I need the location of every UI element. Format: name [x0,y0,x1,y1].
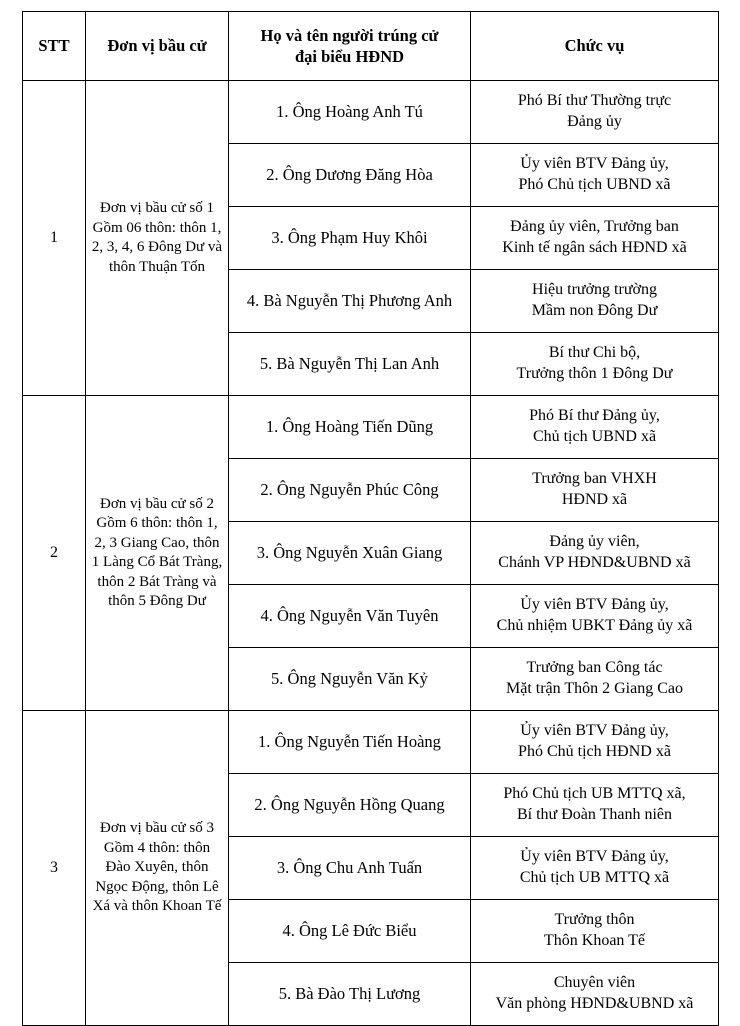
column-header-stt: STT [23,12,86,81]
table-row [23,396,719,459]
position-cell [471,459,719,522]
position-line-2: Chủ tịch UBND xã [532,428,657,445]
position-line-1: Trưởng ban VHXH [532,470,657,488]
position-line-2: Mầm non Đông Dư [531,302,658,319]
position-line-1: Ủy viên BTV Đảng ủy, [520,596,669,614]
table-body [23,81,719,1026]
position-line-2: Trưởng thôn 1 Đông Dư [516,365,673,382]
position-line-2: Phó Chủ tịch UBND xã [518,176,671,193]
table-header [23,12,719,81]
section-index-cell: 3 [23,711,86,1026]
position-line-1: Phó Bí thư Thường trực [517,92,672,110]
position-line-2: HĐND xã [561,491,628,508]
position-cell [471,396,719,459]
column-header-elected-name-line2: đại biểu HĐND [294,47,405,66]
column-header-position: Chức vụ [471,12,719,81]
elected-name-cell: 3. Ông Chu Anh Tuấn [229,837,471,900]
elected-name-cell: 5. Ông Nguyễn Văn Kỷ [229,648,471,711]
column-header-elected-name [229,12,471,81]
position-cell [471,900,719,963]
position-line-1: Ủy viên BTV Đảng ủy, [520,155,669,173]
section-index-cell: 2 [23,396,86,711]
position-line-1: Trưởng ban Công tác [526,659,663,677]
elected-name-cell: 1. Ông Hoàng Anh Tú [229,81,471,144]
position-cell [471,837,719,900]
elected-name-cell: 2. Ông Nguyễn Phúc Công [229,459,471,522]
elected-name-cell: 4. Ông Lê Đức Biểu [229,900,471,963]
position-line-2: Kinh tế ngân sách HĐND xã [502,239,687,256]
position-line-2: Thôn Khoan Tế [543,932,645,949]
position-line-1: Đảng ủy viên, [549,533,640,551]
position-cell [471,648,719,711]
position-line-2: Phó Chủ tịch HĐND xã [518,743,671,760]
position-cell [471,333,719,396]
column-header-electoral-unit: Đơn vị bầu cử [86,12,229,81]
position-line-1: Ủy viên BTV Đảng ủy, [520,848,669,866]
position-line-1: Bí thư Chi bộ, [548,344,641,362]
position-line-1: Phó Bí thư Đảng ủy, [529,407,660,425]
position-cell [471,522,719,585]
position-line-2: Chủ nhiệm UBKT Đảng ủy xã [496,617,693,634]
electoral-unit-cell: Đơn vị bầu cử số 3 Gồm 4 thôn: thôn Đào Xuyên, thôn Ngọc Động, thôn Lê Xá và thôn Khoan Tế [86,711,229,1026]
section-index-cell: 1 [23,81,86,396]
position-line-2: Đảng ủy [567,113,622,130]
elected-name-cell: 3. Ông Phạm Huy Khôi [229,207,471,270]
elected-name-cell: 1. Ông Nguyễn Tiến Hoàng [229,711,471,774]
position-cell [471,585,719,648]
position-cell [471,711,719,774]
position-line-1: Trưởng thôn [554,911,635,929]
elected-name-cell: 5. Bà Đào Thị Lương [229,963,471,1026]
table-header-row [23,12,719,81]
elected-name-cell: 3. Ông Nguyễn Xuân Giang [229,522,471,585]
position-line-1: Hiệu trưởng trường [532,281,657,299]
position-line-1: Phó Chủ tịch UB MTTQ xã, [503,785,686,803]
position-line-1: Ủy viên BTV Đảng ủy, [520,722,669,740]
table-row [23,81,719,144]
electoral-unit-cell: Đơn vị bầu cử số 2 Gồm 6 thôn: thôn 1, 2, 3 Giang Cao, thôn 1 Làng Cổ Bát Tràng, thôn 2 Bát Tràng và thôn 5 Đông Dư [86,396,229,711]
position-cell [471,81,719,144]
position-cell [471,207,719,270]
position-cell [471,270,719,333]
position-cell [471,144,719,207]
column-header-elected-name-line1: Họ và tên người trúng cử [260,25,439,45]
elected-representatives-table [22,11,719,1026]
position-line-2: Bí thư Đoàn Thanh niên [516,806,673,823]
elected-name-cell: 4. Bà Nguyễn Thị Phương Anh [229,270,471,333]
position-cell [471,774,719,837]
position-line-2: Văn phòng HĐND&UBND xã [495,995,694,1012]
position-line-1: Chuyên viên [553,974,636,992]
elected-name-cell: 5. Bà Nguyễn Thị Lan Anh [229,333,471,396]
elected-name-cell: 2. Ông Nguyễn Hồng Quang [229,774,471,837]
position-line-2: Mặt trận Thôn 2 Giang Cao [505,680,683,697]
position-line-1: Đảng ủy viên, Trưởng ban [510,218,679,236]
position-cell [471,963,719,1026]
elected-name-cell: 2. Ông Dương Đăng Hòa [229,144,471,207]
position-line-2: Chủ tịch UB MTTQ xã [519,869,670,886]
electoral-unit-cell: Đơn vị bầu cử số 1 Gồm 06 thôn: thôn 1, 2, 3, 4, 6 Đông Dư và thôn Thuận Tốn [86,81,229,396]
elected-name-cell: 1. Ông Hoàng Tiến Dũng [229,396,471,459]
position-line-2: Chánh VP HĐND&UBND xã [498,554,691,571]
table-row [23,711,719,774]
elected-name-cell: 4. Ông Nguyễn Văn Tuyên [229,585,471,648]
